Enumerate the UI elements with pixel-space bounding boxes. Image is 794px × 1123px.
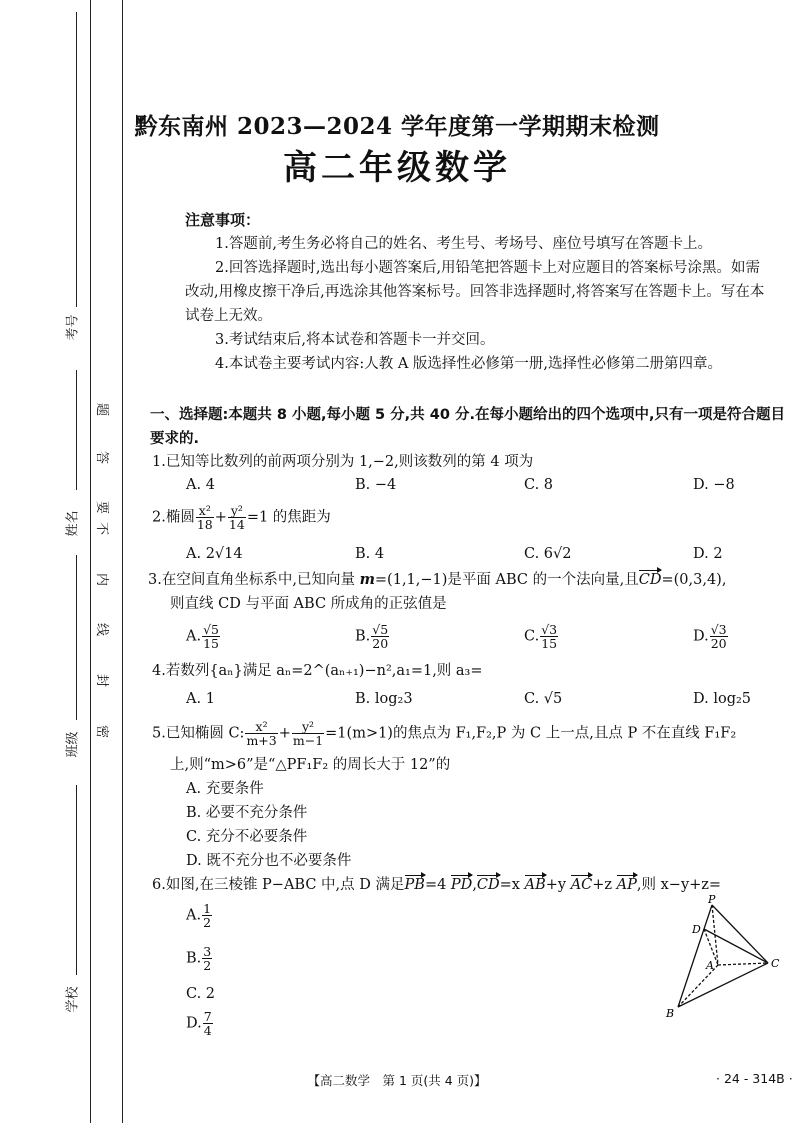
q1-option-d: D. −8 [693, 477, 735, 493]
q2-frac-y [228, 504, 246, 531]
label-a: A [706, 959, 714, 972]
q3-text-b: =(1,1,−1)是平面 ABC 的一个法向量,且 [374, 572, 639, 588]
edge-pb [678, 905, 712, 1007]
q6-text-d: =x [499, 877, 525, 893]
note-item: 3.考试结束后,将本试卷和答题卡一并交回。 [215, 332, 495, 348]
notes-block [185, 208, 765, 376]
q3-stem-line2: 则直线 CD 与平面 ABC 所成角的正弦值是 [170, 596, 447, 612]
q3-text-c: =(0,3,4), [661, 572, 727, 588]
q2-frac-y-num: y² [228, 504, 246, 518]
q6-vector-ab: AB [525, 874, 546, 896]
q4-option-d: D. log₂5 [693, 691, 752, 707]
note-item: 1.答题前,考生务必将自己的姓名、考生号、考场号、座位号填写在答题卡上。 [215, 236, 712, 252]
seal-word: 要 [94, 500, 110, 515]
seal-word: 题 [94, 402, 110, 417]
name-blank[interactable] [76, 370, 77, 490]
label-b: B [666, 1007, 675, 1020]
q6-text-g: ,则 x−y+z= [636, 877, 722, 893]
seal-word: 答 [94, 450, 110, 465]
subject-title: 高二年级数学 [283, 148, 511, 188]
edge-ac [718, 963, 768, 965]
q6-option-d [186, 1010, 214, 1037]
q4-option-a: A. 1 [186, 691, 215, 707]
q3-vector-m: m [359, 571, 375, 588]
q5-frac-x [245, 720, 277, 747]
q3-c-den: 15 [541, 636, 558, 651]
q6-a-den: 2 [203, 915, 212, 930]
q6-text-b: =4 [424, 877, 451, 893]
q6-text-c: , [472, 877, 477, 893]
q5-pre: 5.已知椭圆 C: [152, 725, 245, 742]
q6-d-num: 7 [203, 1009, 212, 1024]
notes-title: 注意事项： [185, 211, 261, 229]
q6-option-b [186, 945, 213, 972]
q1-option-b: B. −4 [355, 477, 397, 493]
q6-option-d-label: D. [186, 1015, 202, 1032]
q2-plus: + [214, 509, 227, 526]
seal-word: 密 [94, 724, 110, 739]
q6-a-num: 1 [203, 901, 212, 916]
segment-cd [704, 929, 768, 963]
q6-text-e: +y [545, 877, 571, 893]
q5-stem-line1 [152, 720, 736, 747]
q6-vector-pd: PD [451, 874, 472, 896]
q2-post: =1 的焦距为 [246, 509, 331, 526]
q3-stem-line1 [148, 569, 726, 591]
q2-frac-y-den: 14 [228, 517, 245, 532]
q3-b-den: 20 [372, 636, 389, 651]
q3-option-c [524, 623, 559, 650]
edge-bc [678, 963, 768, 1007]
q6-text-a: 6.如图,在三棱锥 P−ABC 中,点 D 满足 [152, 877, 405, 893]
q2-pre: 2.椭圆 [152, 509, 195, 526]
exam-title: 黔东南州 2023—2024 学年度第一学期期末检测 [134, 113, 660, 140]
q2-option-b: B. 4 [355, 546, 385, 562]
q4-option-b: B. log₂3 [355, 691, 413, 707]
q3-option-b [355, 623, 390, 650]
note-item: 4.本试卷主要考试内容:人教 A 版选择性必修第一册,选择性必修第二册第四章。 [215, 356, 723, 372]
q6-b-num: 3 [203, 944, 212, 959]
q3-a-num: √5 [203, 622, 220, 637]
label-c: C [771, 957, 780, 970]
q3-b-num: √5 [372, 622, 389, 637]
q1-stem: 1.已知等比数列的前两项分别为 1,−2,则该数列的第 4 项为 [152, 454, 534, 470]
label-p: P [708, 895, 716, 906]
q6-option-a-label: A. [186, 907, 202, 924]
q6-vector-pb: PB [405, 874, 425, 896]
page-footer: 【高二数学 第 1 页(共 4 页)】 [307, 1073, 487, 1088]
q5-option-c: C. 充分不必要条件 [186, 829, 308, 845]
q6-text-f: +z [592, 877, 617, 893]
note-item: 2.回答选择题时,选出每小题答案后,用铅笔把答题卡上对应题目的答案标号涂黑。如需改动,用橡皮擦干净后,再选涂其他答案标号。回答非选择题时,将答案写在答题卡上。写在本试卷上无效。 [185, 260, 765, 324]
q1-option-a: A. 4 [186, 477, 215, 493]
q6-vector-cd: CD [477, 874, 500, 896]
q3-option-d [693, 623, 729, 650]
q2-option-a: A. 2√14 [186, 546, 243, 562]
seal-word: 不 [94, 521, 110, 536]
q5-frac-x-den: m+3 [246, 733, 277, 748]
q3-vector-cd: CD [639, 569, 662, 591]
class-label: 班级 [65, 731, 81, 758]
q3-option-a [186, 623, 221, 650]
q3-option-c-label: C. [524, 628, 540, 645]
q6-vector-ac: AC [571, 874, 593, 896]
q6-d-den: 4 [203, 1023, 212, 1038]
q2-option-d: D. 2 [693, 546, 723, 562]
label-d: D [692, 923, 701, 936]
seal-word: 线 [94, 622, 110, 637]
q3-option-d-label: D. [693, 628, 709, 645]
q5-frac-x-num: x² [245, 720, 277, 734]
seal-word: 内 [94, 572, 110, 587]
q5-option-d: D. 既不充分也不必要条件 [186, 853, 352, 869]
q5-plus: + [278, 725, 291, 742]
q3-text-a: 3.在空间直角坐标系中,已知向量 [148, 572, 360, 588]
q5-frac-y-den: m−1 [292, 733, 324, 748]
q5-stem-line2: 上,则“m>6”是“△PF₁F₂ 的周长大于 12”的 [170, 757, 451, 773]
q6-option-c: C. 2 [186, 986, 216, 1002]
q5-option-b: B. 必要不充分条件 [186, 805, 308, 821]
q2-frac-x-den: 18 [196, 517, 213, 532]
paper-code: · 24 - 314B · [716, 1071, 793, 1086]
q5-post: =1(m>1)的焦点为 F₁,F₂,P 为 C 上一点,且点 P 不在直线 F₁F₂ [325, 725, 737, 742]
class-blank[interactable] [76, 555, 77, 720]
q6-b-den: 2 [203, 958, 212, 973]
q5-option-a: A. 充要条件 [186, 781, 264, 797]
q2-frac-x-num: x² [196, 504, 214, 518]
q3-c-num: √3 [541, 622, 558, 637]
q3-d-num: √3 [710, 622, 727, 637]
seal-word: 封 [94, 673, 110, 688]
school-label: 学校 [65, 986, 81, 1013]
q6-option-b-label: B. [186, 950, 202, 967]
q3-option-a-label: A. [186, 628, 202, 645]
q5-frac-y [292, 720, 324, 747]
q6-tetrahedron-figure [660, 895, 790, 1025]
edge-pc [712, 905, 768, 963]
q2-stem [152, 504, 331, 531]
q4-option-c: C. √5 [524, 691, 563, 707]
q6-vector-ap: AP [617, 874, 637, 896]
q3-d-den: 20 [710, 636, 727, 651]
q3-option-b-label: B. [355, 628, 371, 645]
q5-frac-y-num: y² [292, 720, 324, 734]
q1-option-c: C. 8 [524, 477, 554, 493]
q2-option-c: C. 6√2 [524, 546, 572, 562]
q6-stem [152, 874, 721, 896]
name-label: 姓名 [65, 510, 81, 537]
section-heading: 一、选择题:本题共 8 小题,每小题 5 分,共 40 分.在每小题给出的四个选项中,只有一项是符合题目要求的. [150, 407, 785, 447]
q3-a-den: 15 [203, 636, 219, 651]
q6-option-a [186, 902, 213, 929]
exam-number-label: 考号 [65, 314, 81, 341]
school-blank[interactable] [76, 785, 77, 975]
q2-frac-x [196, 504, 214, 531]
q4-stem: 4.若数列{aₙ}满足 aₙ=2^(aₙ₊₁)−n²,a₁=1,则 a₃= [152, 663, 483, 679]
